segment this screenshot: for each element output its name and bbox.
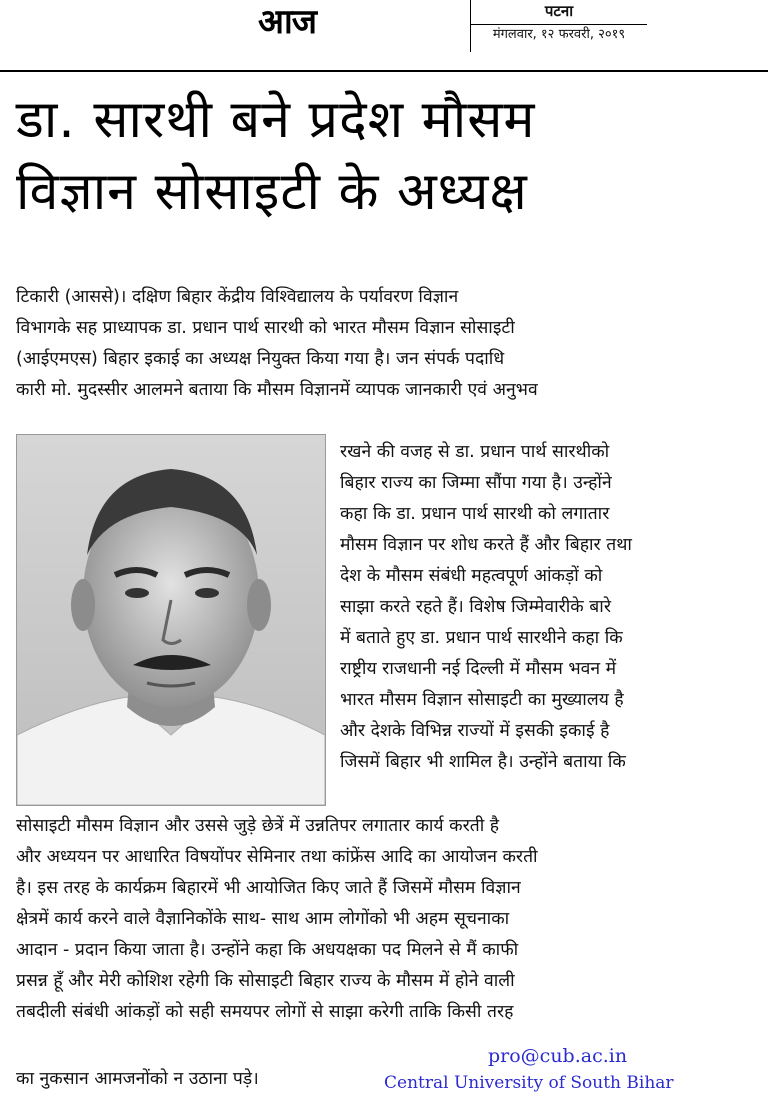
article-line: बिहार राज्य का जिम्मा सौंपा गया है। उन्होंने (340, 473, 612, 493)
article-line: देश के मौसम संबंधी महत्वपूर्ण आंकड़ों को (340, 566, 603, 586)
portrait-photo (16, 434, 326, 806)
headline-line: डा. सारथी बने प्रदेश मौसम (16, 90, 536, 150)
article-line: (आईएमएस) बिहार इकाई का अध्यक्ष नियुक्त किया गया है। जन संपर्क पदाधि (16, 349, 505, 369)
newspaper-logo: आज (258, 2, 316, 42)
article-line: जिसमें बिहार भी शामिल है। उन्होंने बताया कि (340, 752, 626, 772)
masthead-divider (0, 70, 768, 72)
headline (16, 86, 756, 230)
article-line: राष्ट्रीय राजधानी नई दिल्ली में मौसम भवन में (340, 659, 617, 679)
article-line: तबदीली संबंधी आंकड़ों को सही समयपर लोगों से साझा करेगी ताकि किसी तरह (16, 1002, 514, 1022)
article-line: आदान - प्रदान किया जाता है। उन्होंने कहा कि अधयक्षका पद मिलने से मैं काफी (16, 940, 519, 960)
article-line: कहा कि डा. प्रधान पार्थ सारथी को लगातार (340, 504, 610, 524)
article-line: साझा करते रहते हैं। विशेष जिम्मेवारीके बारे (340, 597, 611, 617)
masthead (0, 0, 768, 62)
article-line: भारत मौसम विज्ञान सोसाइटी का मुख्यालय है (340, 690, 624, 710)
article-line: सोसाइटी मौसम विज्ञान और उससे जुड़े छेत्रें में उन्नतिपर लगातार कार्य करती है (16, 816, 500, 836)
dateline (470, 0, 647, 52)
article-line: और देशके विभिन्न राज्यों में इसकी इकाई है (340, 721, 610, 741)
article-line: में बताते हुए डा. प्रधान पार्थ सारथीने कहा कि (340, 628, 623, 648)
article-line: का नुकसान आमजनोंको न उठाना पड़े। (16, 1069, 259, 1089)
headline-line: विज्ञान सोसाइटी के अध्यक्ष (16, 162, 528, 222)
article-line: है। इस तरह के कार्यक्रम बिहारमें भी आयोजित किए जाते हैं जिसमें मौसम विज्ञान (16, 878, 521, 898)
article-line: प्रसन्न हूँ और मेरी कोशिश रहेगी कि सोसाइटी बिहार राज्य के मौसम में होने वाली (16, 971, 515, 991)
article-line: मौसम विज्ञान पर शोध करते हैं और बिहार तथा (340, 535, 632, 555)
date-label: मंगलवार, १२ फरवरी, २०१९ (471, 24, 647, 43)
city-label: पटना (544, 2, 574, 20)
article-line: टिकारी (आससे)। दक्षिण बिहार केंद्रीय विश्विद्यालय के पर्यावरण विज्ञान (16, 287, 459, 307)
contact-email: pro@cub.ac.in (488, 1045, 628, 1067)
article-line: विभागके सह प्राध्यापक डा. प्रधान पार्थ सारथी को भारत मौसम विज्ञान सोसाइटी (16, 318, 515, 338)
article-line: क्षेत्रमें कार्य करने वाले वैज्ञानिकोंके साथ- साथ आम लोगोंको भी अहम सूचनाका (16, 909, 510, 929)
portrait-image (17, 435, 325, 805)
university-credit: Central University of South Bihar (384, 1073, 674, 1093)
article-line: कारी मो. मुदस्सीर आलमने बताया कि मौसम विज्ञानमें व्यापक जानकारी एवं अनुभव (16, 380, 538, 400)
article-line: रखने की वजह से डा. प्रधान पार्थ सारथीको (340, 442, 610, 462)
article-line: और अध्ययन पर आधारित विषयोंपर सेमिनार तथा कांफ्रेंस आदि का आयोजन करती (16, 847, 538, 867)
